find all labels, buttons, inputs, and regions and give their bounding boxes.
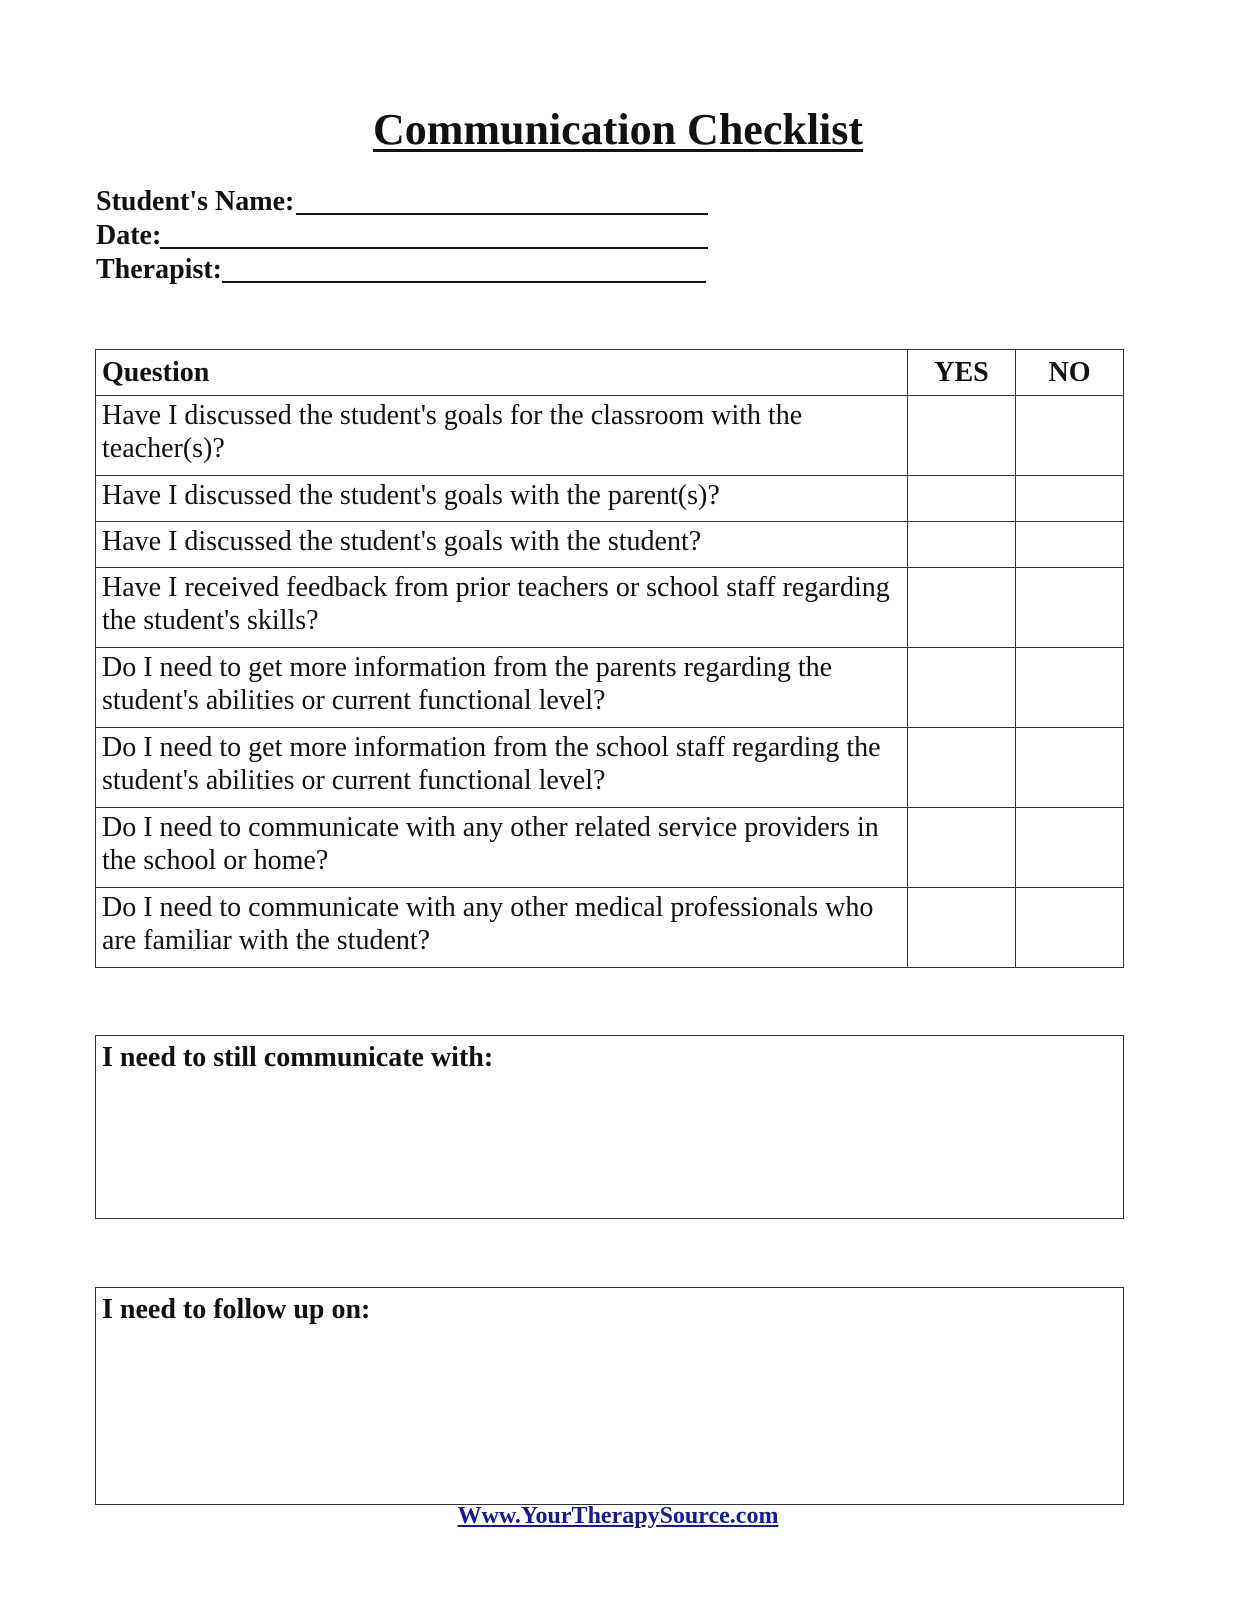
- table-row: [96, 396, 1124, 476]
- table-row: [96, 888, 1124, 968]
- page-title: Communication Checklist: [372, 105, 864, 154]
- question-cell: Have I discussed the student's goals with the student?: [96, 522, 908, 568]
- question-cell: Have I discussed the student's goals for the classroom with the teacher(s)?: [96, 396, 908, 476]
- question-cell: Have I received feedback from prior teachers or school staff regarding the student's skills?: [96, 568, 908, 648]
- question-cell: Do I need to get more information from the school staff regarding the student's abilities or current functional level?: [96, 728, 908, 808]
- checklist-table: [95, 349, 1124, 968]
- date-field: [96, 220, 161, 252]
- date-label: Date:: [96, 220, 162, 251]
- table-row: [96, 808, 1124, 888]
- yes-cell[interactable]: [908, 396, 1016, 476]
- yes-cell[interactable]: [908, 808, 1016, 888]
- yes-cell[interactable]: [908, 888, 1016, 968]
- table-header-row: [96, 350, 1124, 396]
- student-name-blank[interactable]: [296, 213, 708, 215]
- communicate-with-box[interactable]: [95, 1035, 1124, 1219]
- website-link[interactable]: Www.YourTherapySource.com: [457, 1503, 779, 1529]
- no-cell[interactable]: [1015, 808, 1123, 888]
- date-blank[interactable]: [160, 247, 708, 249]
- table-row: [96, 568, 1124, 648]
- no-cell[interactable]: [1015, 396, 1123, 476]
- yes-cell[interactable]: [908, 648, 1016, 728]
- yes-cell[interactable]: [908, 728, 1016, 808]
- no-header: NO: [1015, 350, 1123, 396]
- no-cell[interactable]: [1015, 568, 1123, 648]
- student-name-label: Student's Name:: [96, 186, 295, 217]
- table-row: [96, 476, 1124, 522]
- question-header: Question: [96, 350, 908, 396]
- no-cell[interactable]: [1015, 648, 1123, 728]
- table-row: [96, 648, 1124, 728]
- no-cell[interactable]: [1015, 522, 1123, 568]
- table-row: [96, 522, 1124, 568]
- question-cell: Have I discussed the student's goals with the parent(s)?: [96, 476, 908, 522]
- student-name-field: [96, 186, 294, 218]
- no-cell[interactable]: [1015, 476, 1123, 522]
- question-cell: Do I need to communicate with any other related service providers in the school or home?: [96, 808, 908, 888]
- follow-up-box[interactable]: [95, 1287, 1124, 1505]
- follow-up-label: I need to follow up on:: [102, 1294, 371, 1325]
- therapist-blank[interactable]: [222, 281, 706, 283]
- question-cell: Do I need to get more information from the parents regarding the student's abilities or current functional level?: [96, 648, 908, 728]
- table-row: [96, 728, 1124, 808]
- footer: [0, 1503, 1236, 1530]
- yes-header: YES: [908, 350, 1016, 396]
- no-cell[interactable]: [1015, 728, 1123, 808]
- yes-cell[interactable]: [908, 568, 1016, 648]
- question-cell: Do I need to communicate with any other medical professionals who are familiar with the student?: [96, 888, 908, 968]
- therapist-label: Therapist:: [96, 254, 222, 285]
- communicate-with-label: I need to still communicate with:: [102, 1042, 494, 1073]
- therapist-field: [96, 254, 222, 286]
- yes-cell[interactable]: [908, 476, 1016, 522]
- no-cell[interactable]: [1015, 888, 1123, 968]
- yes-cell[interactable]: [908, 522, 1016, 568]
